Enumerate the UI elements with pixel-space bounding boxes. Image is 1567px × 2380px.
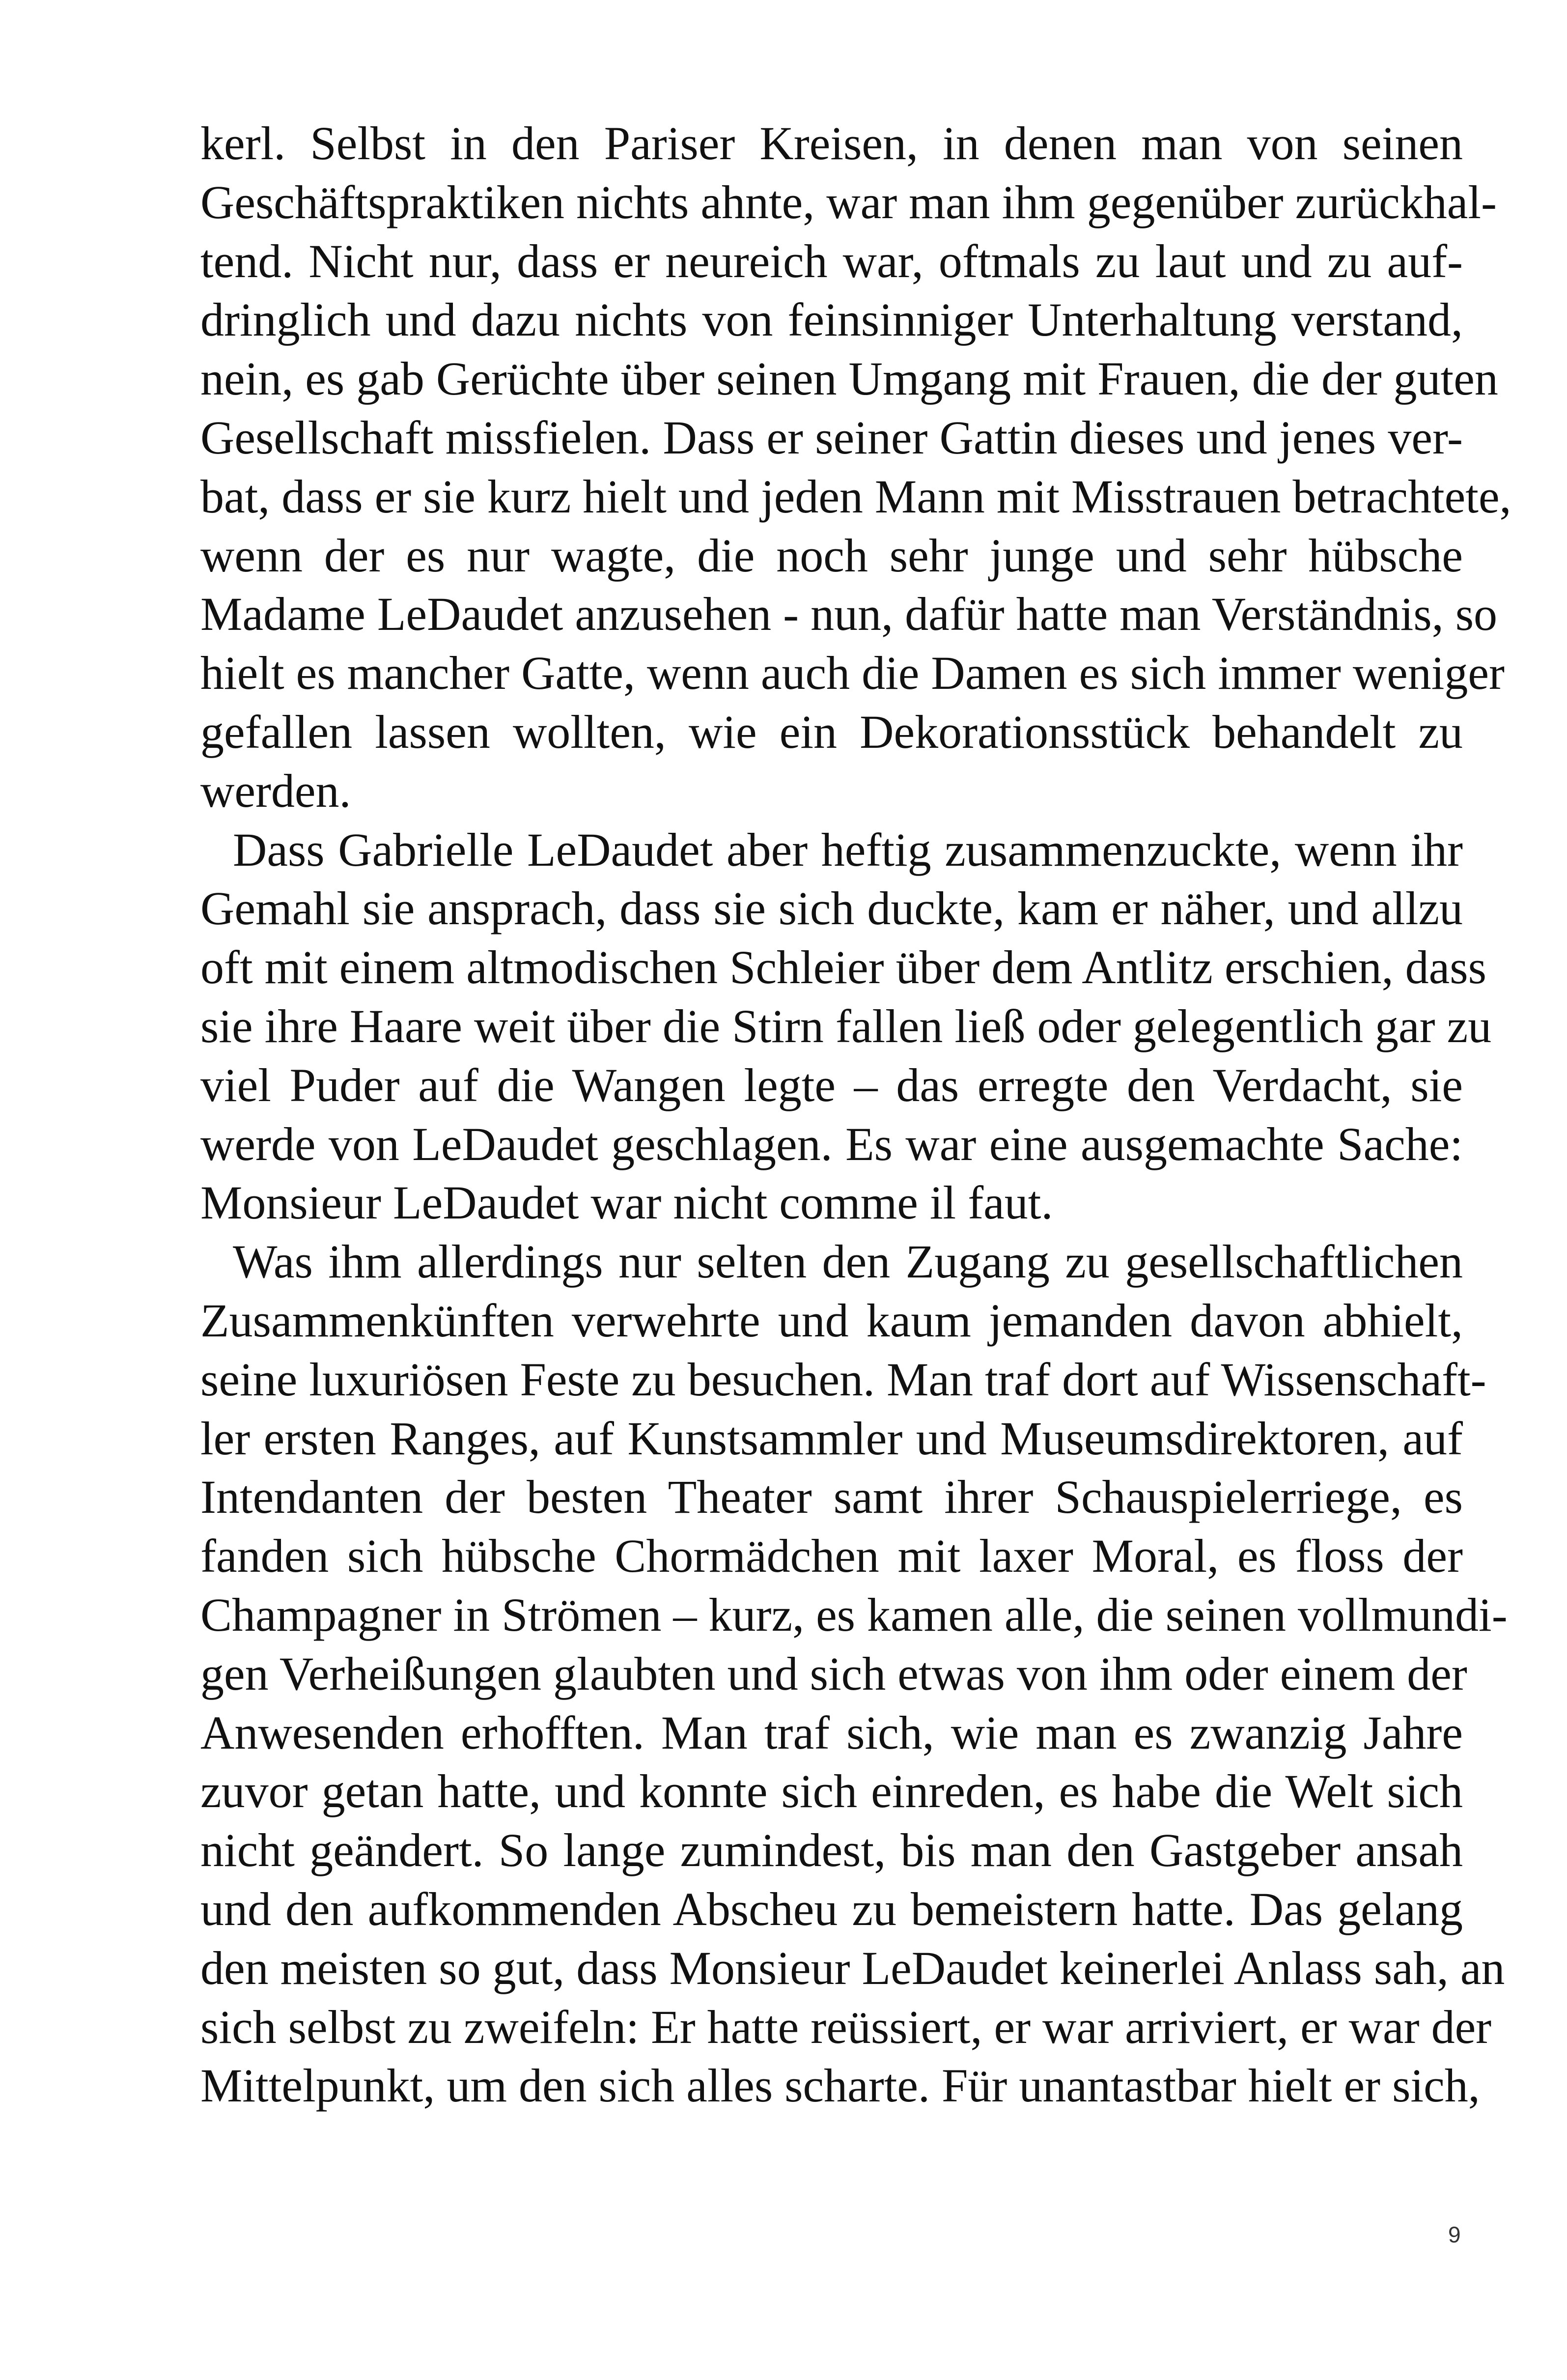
text-line: Monsieur LeDaudet war nicht comme il faut. bbox=[200, 1176, 1053, 1229]
text-line: Geschäftspraktiken nichts ahnte, war man ihm gegenüber zurückhal- bbox=[200, 175, 1497, 228]
text-line: dringlich und dazu nichts von feinsinniger Unterhaltung verstand, bbox=[200, 293, 1463, 346]
text-line: und den aufkommenden Abscheu zu bemeistern hatte. Das gelang bbox=[200, 1882, 1463, 1935]
text-line: Gemahl sie ansprach, dass sie sich duckte, kam er näher, und allzu bbox=[200, 882, 1463, 935]
text-line: kerl. Selbst in den Pariser Kreisen, in denen man von seinen bbox=[200, 117, 1463, 170]
page-number: 9 bbox=[1448, 2222, 1461, 2247]
text-line: werde von LeDaudet geschlagen. Es war eine ausgemachte Sache: bbox=[200, 1117, 1463, 1170]
text-line: Madame LeDaudet anzusehen - nun, dafür hatte man Verständnis, so bbox=[200, 588, 1498, 641]
paragraph-2 bbox=[200, 821, 1492, 1233]
text-line: sich selbst zu zweifeln: Er hatte reüssiert, er war arriviert, er war der bbox=[200, 2000, 1492, 2053]
text-line: nicht geändert. So lange zumindest, bis man den Gastgeber ansah bbox=[200, 1824, 1463, 1877]
text-line: oft mit einem altmodischen Schleier über dem Antlitz erschien, dass bbox=[200, 941, 1486, 994]
paragraph-3 bbox=[200, 1232, 1508, 2115]
text-line: wenn der es nur wagte, die noch sehr junge und sehr hübsche bbox=[200, 529, 1463, 582]
text-line: nein, es gab Gerüchte über seinen Umgang mit Frauen, die der guten bbox=[200, 352, 1498, 405]
text-line: Mittelpunkt, um den sich alles scharte. Für unantastbar hielt er sich, bbox=[200, 2059, 1480, 2112]
text-line: gen Verheißungen glaubten und sich etwas von ihm oder einem der bbox=[200, 1647, 1467, 1700]
text-line: hielt es mancher Gatte, wenn auch die Damen es sich immer weniger bbox=[200, 647, 1505, 700]
body-text bbox=[200, 114, 1511, 2115]
text-line: den meisten so gut, dass Monsieur LeDaudet keinerlei Anlass sah, an bbox=[200, 1941, 1505, 1994]
text-line: fanden sich hübsche Chormädchen mit laxer Moral, es floss der bbox=[200, 1530, 1463, 1583]
text-line: werden. bbox=[200, 764, 351, 817]
text-line: Anwesenden erhofften. Man traf sich, wie man es zwanzig Jahre bbox=[200, 1706, 1463, 1759]
text-line: Intendanten der besten Theater samt ihrer Schauspielerriege, es bbox=[200, 1471, 1463, 1524]
text-line: sie ihre Haare weit über die Stirn fallen ließ oder gelegentlich gar zu bbox=[200, 999, 1492, 1052]
text-line: tend. Nicht nur, dass er neureich war, oftmals zu laut und zu auf- bbox=[200, 234, 1463, 287]
text-line: Was ihm allerdings nur selten den Zugang zu gesellschaftlichen bbox=[233, 1235, 1463, 1288]
text-line: zuvor getan hatte, und konnte sich einreden, es habe die Welt sich bbox=[200, 1765, 1463, 1818]
text-line: seine luxuriösen Feste zu besuchen. Man traf dort auf Wissenschaft- bbox=[200, 1353, 1486, 1406]
paragraph-1 bbox=[200, 114, 1511, 821]
text-line: Gesellschaft missfielen. Dass er seiner Gattin dieses und jenes ver- bbox=[200, 411, 1463, 464]
text-line: viel Puder auf die Wangen legte – das erregte den Verdacht, sie bbox=[200, 1058, 1463, 1111]
text-line: ler ersten Ranges, auf Kunstsammler und Museumsdirektoren, auf bbox=[200, 1412, 1463, 1465]
text-line: bat, dass er sie kurz hielt und jeden Mann mit Misstrauen betrachtete, bbox=[200, 470, 1511, 523]
text-line: gefallen lassen wollten, wie ein Dekorationsstück behandelt zu bbox=[200, 705, 1463, 758]
text-line: Champagner in Strömen – kurz, es kamen alle, die seinen vollmundi- bbox=[200, 1588, 1508, 1641]
text-line: Zusammenkünften verwehrte und kaum jemanden davon abhielt, bbox=[200, 1294, 1463, 1347]
text-line: Dass Gabrielle LeDaudet aber heftig zusammenzuckte, wenn ihr bbox=[233, 823, 1463, 876]
